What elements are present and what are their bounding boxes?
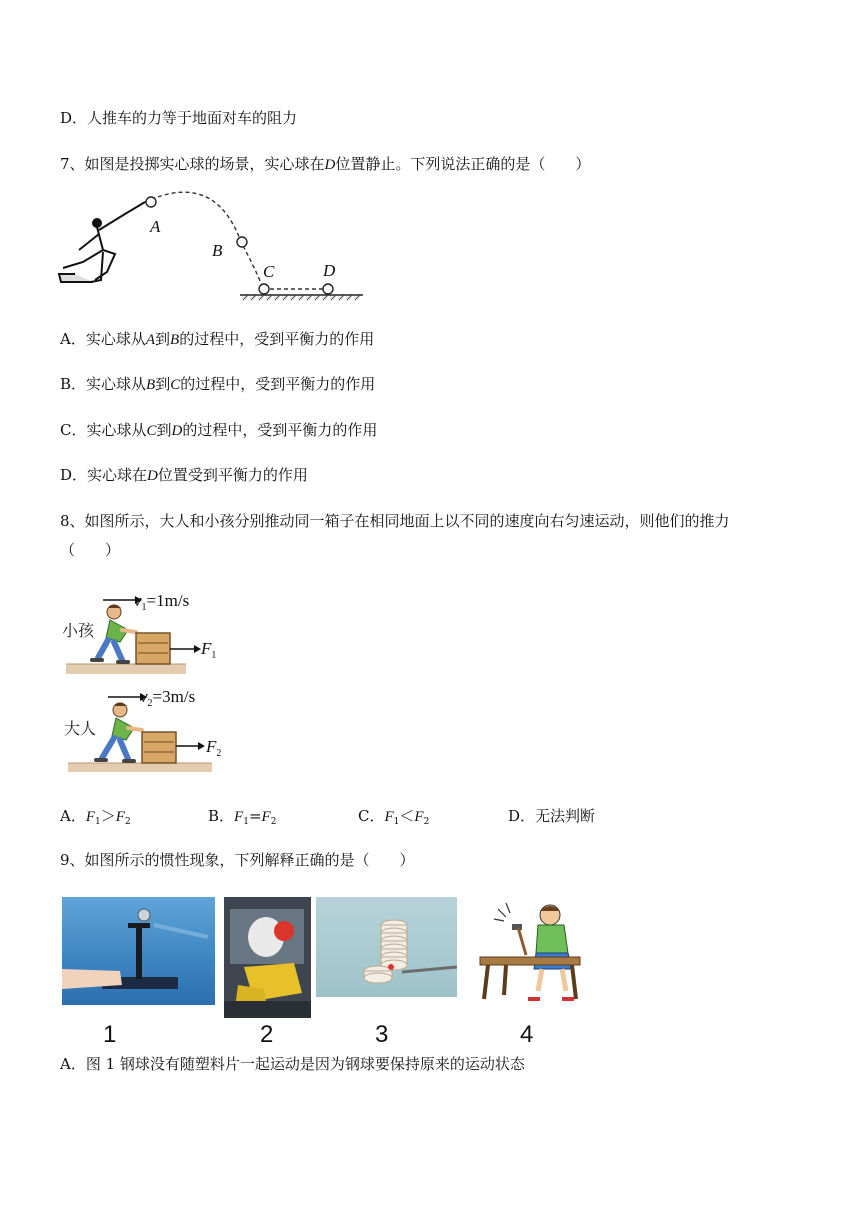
adult-label: 大人: [64, 719, 97, 738]
figure-number-4: 4: [520, 1021, 534, 1048]
child-figure: [92, 605, 136, 663]
q7-figure: [55, 190, 370, 310]
q7-option-b: B．实心球从B到C的过程中，受到平衡力的作用: [60, 375, 376, 393]
ground-strip-bottom: [68, 763, 212, 772]
q9-stem: 9、如图所示的惯性现象，下列解释正确的是（ ）: [60, 851, 415, 869]
q7-stem: [60, 154, 590, 175]
q7-option-c: C．实心球从C到D的过程中，受到平衡力的作用: [60, 421, 378, 439]
figure-number-2: 2: [260, 1021, 274, 1048]
ground-strip-top: [66, 664, 186, 674]
q7-stem-b: 位置静止。下列说法正确的是（ ）: [335, 155, 591, 173]
svg-text:v2=3m/s: $v_2=3m/s$: [140, 687, 196, 709]
svg-text:F1: $F_1$: [201, 639, 217, 661]
photo-4-hammer-cartoon: [476, 895, 586, 1003]
q8-option-c: C．$F_1<F_2$: [358, 807, 430, 827]
svg-text:v1=1m/s: $v_1=1m/s$: [134, 591, 190, 613]
ball-a: [146, 197, 156, 207]
box-top: [136, 633, 170, 664]
box-bottom: [142, 732, 176, 763]
q7-option-d: D．实心球在D位置受到平衡力的作用: [60, 466, 308, 484]
q9-option-a: A．图 1 钢球没有随塑料片一起运动是因为钢球要保持原来的运动状态: [60, 1055, 525, 1073]
svg-text:F2: $F_2$: [206, 737, 222, 759]
ball-b: [237, 237, 247, 247]
q8-option-b: B．$F_1=F_2$: [208, 807, 277, 827]
child-label: 小孩: [62, 621, 95, 640]
q7-stem-a: 7、如图是投掷实心球的场景，实心球在: [60, 155, 325, 173]
q8-stem: 8、如图所示，大人和小孩分别推动同一箱子在相同地面上以不同的速度向右匀速运动，则他们的推力: [60, 512, 730, 530]
figure-number-3: 3: [375, 1021, 389, 1048]
label-a: A: [150, 217, 161, 236]
q8-figure: [58, 586, 238, 776]
thrower-figure: [59, 202, 145, 282]
label-c: C: [263, 262, 275, 281]
photo-2-crash-test: [224, 897, 311, 1018]
label-b: B: [212, 241, 223, 260]
q8-option-a: A．$F_1>F_2$: [60, 807, 131, 827]
figure-number-1: 1: [103, 1021, 117, 1048]
photo-3-disc-stack: [316, 897, 457, 997]
q7-option-a: A．实心球从A到B的过程中，受到平衡力的作用: [60, 330, 375, 348]
ball-c: [259, 284, 269, 294]
q8-stem-cont: （ ）: [60, 541, 121, 559]
ball-d: [323, 284, 333, 294]
photo-1-steel-ball: [62, 897, 215, 1005]
q8-option-d: D．无法判断: [508, 807, 596, 825]
q7-stem-var: D: [324, 157, 336, 173]
adult-figure: [96, 703, 142, 762]
label-d: D: [323, 261, 336, 280]
q6-option-d: D．人推车的力等于地面对车的阻力: [60, 109, 298, 127]
